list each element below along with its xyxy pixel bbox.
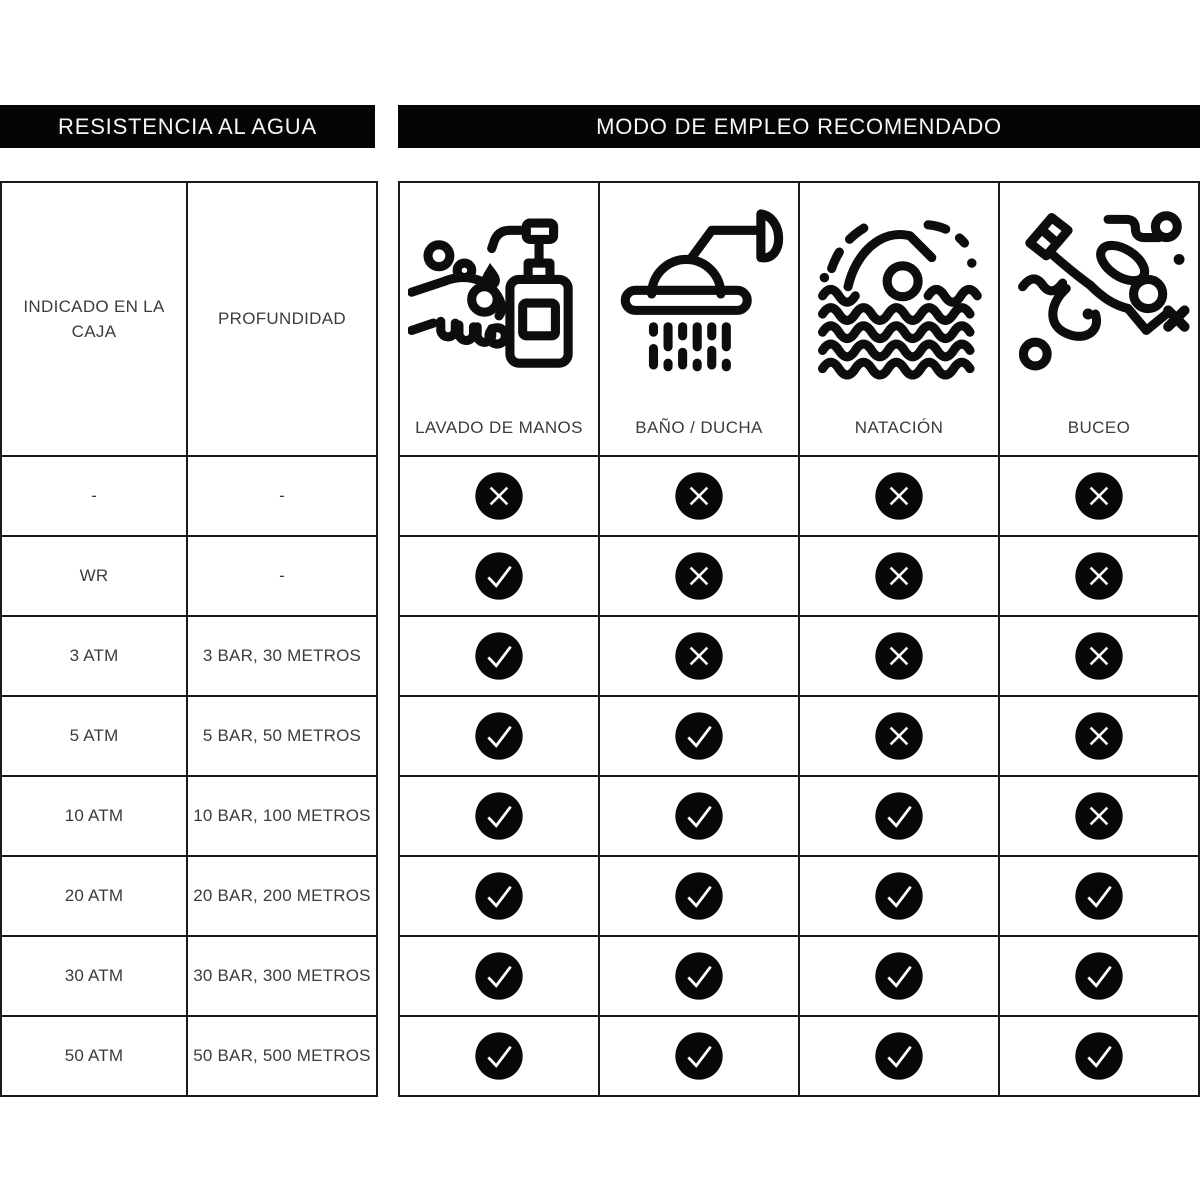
usage-column-label: BUCEO <box>1067 418 1131 437</box>
check-mark-icon <box>399 936 599 1016</box>
x-mark-icon <box>599 456 799 536</box>
check-mark-icon <box>599 856 799 936</box>
usage-row <box>399 536 1199 616</box>
check-mark-icon <box>799 856 999 936</box>
depth-cell: 50 BAR, 500 METROS <box>187 1016 377 1096</box>
depth-cell: - <box>187 456 377 536</box>
box-marking-cell: 3 ATM <box>1 616 187 696</box>
check-mark-icon <box>399 536 599 616</box>
x-mark-icon <box>799 536 999 616</box>
usage-row <box>399 616 1199 696</box>
x-mark-icon <box>999 536 1199 616</box>
box-marking-cell: 5 ATM <box>1 696 187 776</box>
x-mark-icon <box>799 456 999 536</box>
usage-row <box>399 696 1199 776</box>
check-mark-icon <box>399 696 599 776</box>
column-header-indicado-en-la-caja: INDICADO EN LA CAJA <box>1 182 187 456</box>
check-mark-icon <box>999 1016 1199 1096</box>
left-section-header: RESISTENCIA AL AGUA <box>0 105 375 148</box>
resistance-row <box>1 856 377 936</box>
resistance-row <box>1 616 377 696</box>
x-mark-icon <box>799 616 999 696</box>
check-mark-icon <box>999 856 1199 936</box>
x-mark-icon <box>799 696 999 776</box>
box-marking-cell: 30 ATM <box>1 936 187 1016</box>
check-mark-icon <box>799 776 999 856</box>
check-mark-icon <box>399 1016 599 1096</box>
usage-row <box>399 936 1199 1016</box>
x-mark-icon <box>399 456 599 536</box>
shower-icon <box>608 203 790 385</box>
depth-cell: 10 BAR, 100 METROS <box>187 776 377 856</box>
usage-row <box>399 456 1199 536</box>
resistance-row <box>1 776 377 856</box>
x-mark-icon <box>999 696 1199 776</box>
x-mark-icon <box>999 776 1199 856</box>
usage-row <box>399 856 1199 936</box>
resistance-row <box>1 536 377 616</box>
box-marking-cell: - <box>1 456 187 536</box>
check-mark-icon <box>399 776 599 856</box>
box-marking-cell: 20 ATM <box>1 856 187 936</box>
depth-cell: 3 BAR, 30 METROS <box>187 616 377 696</box>
left-table-header-row <box>1 182 377 456</box>
usage-row <box>399 776 1199 856</box>
box-marking-cell: 10 ATM <box>1 776 187 856</box>
depth-cell: - <box>187 536 377 616</box>
usage-row <box>399 1016 1199 1096</box>
resistance-row <box>1 1016 377 1096</box>
right-table-header-row <box>399 182 1199 456</box>
usage-column-header-buceo <box>999 182 1199 456</box>
check-mark-icon <box>799 1016 999 1096</box>
box-marking-cell: 50 ATM <box>1 1016 187 1096</box>
resistance-row <box>1 696 377 776</box>
column-header-profundidad: PROFUNDIDAD <box>187 182 377 456</box>
check-mark-icon <box>599 1016 799 1096</box>
check-mark-icon <box>599 936 799 1016</box>
x-mark-icon <box>599 536 799 616</box>
x-mark-icon <box>999 616 1199 696</box>
usage-column-header-bano-ducha <box>599 182 799 456</box>
recommended-usage-table <box>398 181 1200 1097</box>
right-section-header: MODO DE EMPLEO RECOMENDADO <box>398 105 1200 148</box>
usage-column-label: BAÑO / DUCHA <box>635 418 763 437</box>
usage-column-header-lavado-de-manos <box>399 182 599 456</box>
x-mark-icon <box>599 616 799 696</box>
check-mark-icon <box>799 936 999 1016</box>
depth-cell: 5 BAR, 50 METROS <box>187 696 377 776</box>
diving-icon <box>1008 203 1190 385</box>
usage-column-label: NATACIÓN <box>854 418 944 437</box>
depth-cell: 20 BAR, 200 METROS <box>187 856 377 936</box>
check-mark-icon <box>599 696 799 776</box>
x-mark-icon <box>999 456 1199 536</box>
handwash-icon <box>408 203 590 385</box>
swimming-icon <box>808 203 990 385</box>
water-resistance-table <box>0 181 378 1097</box>
check-mark-icon <box>399 856 599 936</box>
usage-column-header-natacion <box>799 182 999 456</box>
check-mark-icon <box>399 616 599 696</box>
resistance-row <box>1 456 377 536</box>
check-mark-icon <box>599 776 799 856</box>
check-mark-icon <box>999 936 1199 1016</box>
box-marking-cell: WR <box>1 536 187 616</box>
usage-column-label: LAVADO DE MANOS <box>415 418 583 437</box>
resistance-row <box>1 936 377 1016</box>
depth-cell: 30 BAR, 300 METROS <box>187 936 377 1016</box>
